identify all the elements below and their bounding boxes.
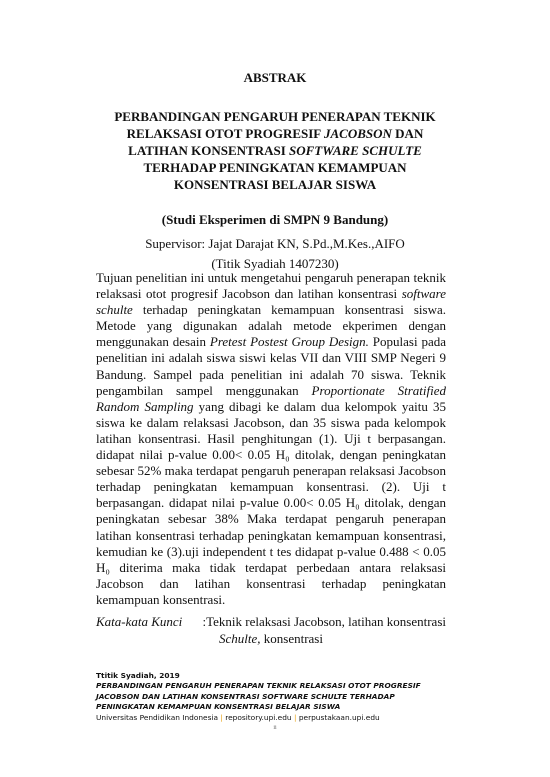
- keyword-schulte: Schulte,: [219, 631, 261, 646]
- footer-separator: |: [293, 712, 297, 722]
- footer-title-line: PERBANDINGAN PENGARUH PENERAPAN TEKNIK RELAKSASI OTOT PROGRESIF: [96, 681, 421, 691]
- footer-title-line: PENINGKATAN KEMAMPUAN KONSENTRASI BELAJAR SISWA: [96, 702, 341, 712]
- study-subtitle: (Studi Eksperimen di SMPN 9 Bandung): [161, 212, 389, 227]
- footer-repository-link[interactable]: repository.upi.edu: [225, 712, 292, 722]
- abstract-text-italic: Proportionate Stratified Random Sampling: [96, 382, 446, 414]
- title-text-italic: JACOBSON: [324, 126, 392, 141]
- abstract-text: yang dibagi ke dalam dua kelompok yaitu 35 siswa ke dalam relaksasi Jacobson, dan 35 siswa pada kelompok latihan konsentrasi. Hasil penghitungan (1). Uji t berpasangan. didapat nilai p-value 0.00< 0.05 H₀ ditolak, dengan peningkatan sebesar 52% maka terdapat pengaruh penerapan relaksasi Jacobson terhadap peningkatan kemampuan konsentrasi. (2). Uji t berpasangan. didapat nilai p-value 0.00< 0.05 H₀ ditolak, dengan peningkatan sebesar 38% Maka terdapat pengaruh penerapan latihan konsentrasi terhadap peningkatan kemampuan konsentrasi, kemudian ke (3).uji independent t tes didapat p-value 0.488 < 0.05 H₀ diterima maka tidak terdapat perbedaan antara relaksasi Jacobson dan latihan konsentrasi terhadap peningkatan kemampuan konsentrasi.: [96, 398, 446, 607]
- title-text: KONSENTRASI BELAJAR SISWA: [173, 177, 377, 192]
- title-text: RELAKSASI OTOT PROGRESIF: [126, 126, 324, 141]
- title-line: [92, 176, 458, 193]
- supervisor-line: Supervisor: Jajat Darajat KN, S.Pd.,M.Kes.,AIFO: [145, 236, 405, 251]
- footer-separator: |: [220, 712, 223, 722]
- keywords-block: [96, 613, 446, 647]
- title-text: TERHADAP PENINGKATAN KEMAMPUAN: [143, 160, 407, 175]
- title-line: [92, 108, 458, 125]
- keywords-label: Kata-kata Kunci: [96, 614, 183, 629]
- footer-university: Universitas Pendidikan Indonesia: [96, 712, 219, 722]
- abstract-text: terhadap peningkatan kemampuan konsentrasi siswa. Metode yang digunakan adalah metode ekperimen dengan menggunakan desain: [96, 302, 446, 350]
- footer-title-line: JACOBSON DAN LATIHAN KONSENTRASI SOFTWARE SCHULTE TERHADAP: [96, 691, 395, 701]
- title-line: [92, 125, 458, 142]
- keywords-line: [96, 613, 446, 630]
- title-text: LATIHAN KONSENTRASI: [128, 143, 290, 158]
- thesis-title: [92, 108, 458, 193]
- abstract-text-italic: Pretest Postest Group Design.: [209, 334, 369, 350]
- title-text: PERBANDINGAN PENGARUH PENERAPAN TEKNIK: [114, 109, 436, 124]
- abstract-body: [96, 270, 446, 608]
- title-text-italic: SOFTWARE SCHULTE: [289, 143, 422, 158]
- footer-links: [96, 713, 456, 723]
- page-number: ii: [273, 725, 277, 731]
- abstract-heading: ABSTRAK: [243, 70, 307, 85]
- abstract-text: Tujuan penelitian ini untuk mengetahui pengaruh penerapan teknik relaksasi otot progresif Jacobson dan latihan konsentrasi: [96, 270, 446, 302]
- author-line: (Titik Syadiah 1407230): [211, 256, 339, 271]
- keywords-line: [96, 630, 446, 647]
- footer-author-year: Ttitik Syadiah, 2019: [96, 671, 180, 680]
- keyword-rest: konsentrasi: [260, 631, 323, 646]
- title-line: [92, 159, 458, 176]
- abstract-text: Populasi pada penelitian ini adalah siswa siswi kelas VII dan VIII SMP Negeri 9 Bandung. Sampel pada penelitian ini adalah 70 siswa. Teknik pengambilan sampel menggunakan: [96, 334, 447, 398]
- title-text: DAN: [391, 126, 424, 141]
- footer-library-link[interactable]: perpustakaan.upi.edu: [298, 712, 380, 722]
- page-footer: [96, 671, 456, 723]
- abstract-text-italic: software schulte: [96, 286, 446, 318]
- keywords-text: :Teknik relaksasi Jacobson, latihan konsentrasi: [202, 614, 446, 629]
- title-line: [92, 142, 458, 159]
